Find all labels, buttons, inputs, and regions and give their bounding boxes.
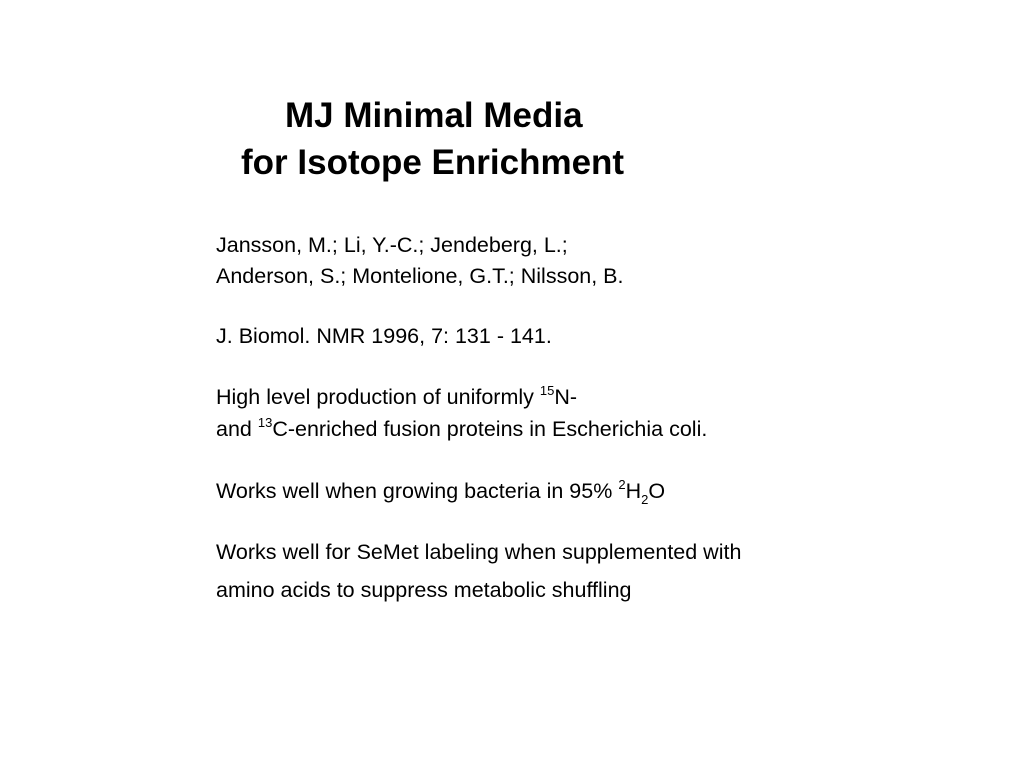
slide-title-line-2: for Isotope Enrichment [241,143,625,182]
deuterium-note [216,478,665,507]
paper-title-line-1 [216,384,577,413]
paper-title-line-2-text: C-enriched fusion proteins in Escherichia coli. [272,417,708,441]
semet-note-line-2: amino acids to suppress metabolic shuffling [216,578,632,602]
paper-title-line-2-prefix: and [216,417,258,441]
isotope-mass-15: 15 [539,383,555,398]
subscript-2: 2 [641,492,649,507]
paper-title-line-1-text: High level production of uniformly [216,385,540,409]
authors-line-1: Jansson, M.; Li, Y.-C.; Jendeberg, L.; [216,233,568,257]
element-hydrogen: H [625,479,642,503]
semet-note-line-1: Works well for SeMet labeling when supplemented with [216,540,742,564]
isotope-mass-13: 13 [257,415,273,430]
paper-title-line-2 [216,416,707,445]
element-oxygen: O [648,479,666,503]
isotope-mass-2: 2 [618,477,626,492]
deuterium-note-text: Works well when growing bacteria in 95% [216,479,619,503]
authors-line-2: Anderson, S.; Montelione, G.T.; Nilsson, B. [216,264,624,288]
slide-title-line-1: MJ Minimal Media [285,96,583,135]
element-nitrogen: N- [554,385,578,409]
journal-citation: J. Biomol. NMR 1996, 7: 131 - 141. [216,324,552,348]
